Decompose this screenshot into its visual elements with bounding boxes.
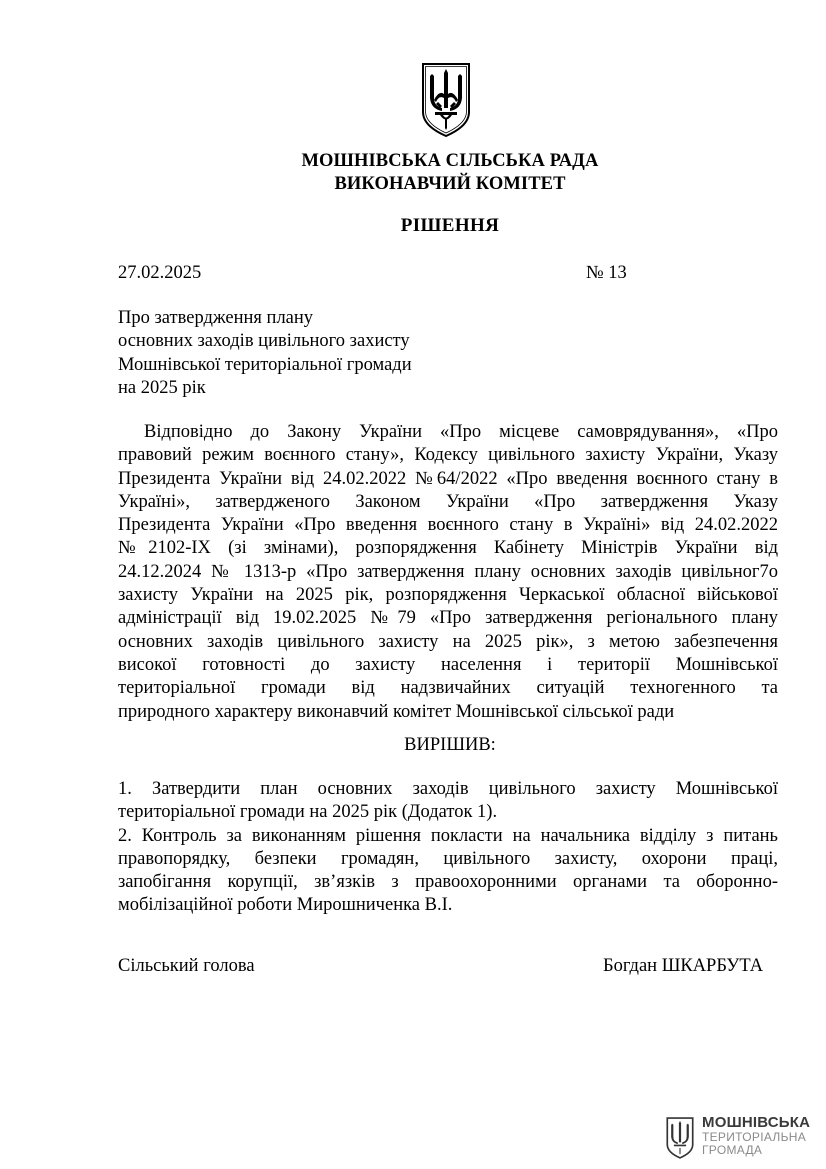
resolution-line: мобілізаційної роботи Мирошниченка В.І.: [118, 895, 453, 916]
logo-line-2: ТЕРИТОРІАЛЬНА: [702, 1130, 807, 1144]
subject-line: основних заходів цивільного захисту: [118, 331, 410, 352]
preamble-line: захисту України на 2025 рік, розпорядження Черкаської обласної військової: [118, 585, 778, 606]
document-subject: [118, 307, 498, 400]
document-number: № 13: [586, 263, 627, 283]
trident-coat-of-arms-icon: [421, 62, 471, 138]
preamble-line: Президента України від 24.02.2022 №64/2022 «Про введення воєнного стану в: [118, 468, 778, 489]
resolution-line: 1. Затвердити план основних заходів цивільного захисту Мошнівської: [118, 779, 778, 799]
trident-coat-of-arms-icon: [666, 1117, 694, 1159]
preamble-line: основних заходів цивільного захисту на 2025 рік», з метою забезпечення: [118, 631, 778, 652]
subject-line: Про затвердження плану: [118, 308, 314, 328]
preamble-line: Президента України «Про введення воєнного стану в Україні» від 24.02.2022: [118, 515, 778, 536]
resolution-line: правопорядку, безпеки громадян, цивільного захисту, охорони праці,: [118, 848, 778, 869]
signer-title: Сільський голова: [118, 956, 255, 976]
document-date: 27.02.2025: [118, 263, 202, 283]
preamble-line: Україні», затвердженого Законом України «Про затвердження Указу: [118, 491, 778, 512]
subject-line: Мошнівської територіальної громади: [118, 354, 412, 375]
preamble-line: адміністрації від 19.02.2025 №79 «Про затвердження регіонального плану: [118, 608, 778, 629]
preamble-line: природного характеру виконавчий комітет Мошнівської сільської ради: [118, 701, 675, 722]
resolution-line: 2. Контроль за виконанням рішення покласти на начальника відділу з питань: [118, 825, 778, 846]
committee-name: ВИКОНАВЧИЙ КОМІТЕТ: [334, 174, 566, 194]
subject-line: на 2025 рік: [118, 377, 206, 398]
document-type: РІШЕННЯ: [400, 215, 500, 236]
council-name: МОШНІВСЬКА СІЛЬСЬКА РАДА: [301, 151, 599, 171]
signer-name: Богдан ШКАРБУТА: [603, 956, 764, 976]
preamble-line: 24.12.2024 № 1313-р «Про затвердження плану основних заходів цивільног7о: [118, 561, 778, 582]
resolution-line: територіальної громади на 2025 рік (Додаток 1).: [118, 802, 498, 823]
resolution-items: [118, 778, 778, 918]
preamble-line: високої готовності до захисту населення і території Мошнівської: [118, 654, 778, 675]
preamble-line: №2102-IX (зі змінами), розпорядження Кабінету Міністрів України від: [118, 538, 778, 559]
logo-line-1: МОШНІВСЬКА: [702, 1114, 811, 1131]
community-logo: [666, 1115, 816, 1163]
logo-line-3: ГРОМАДА: [702, 1143, 763, 1157]
community-logo-text: [702, 1115, 810, 1157]
resolution-line: запобігання корупції, зв’язків з правоохоронними органами та оборонно-: [118, 872, 778, 893]
preamble-line: територіальної громади від надзвичайних ситуацій техногенного та: [118, 678, 778, 699]
resolved-heading: ВИРІШИВ:: [404, 735, 496, 755]
preamble-line: Відповідно до Закону України «Про місцеве самоврядування», «Про: [144, 422, 778, 442]
preamble-paragraph: [118, 421, 778, 724]
preamble-line: правовий режим воєнного стану», Кодексу цивільного захисту України, Указу: [118, 445, 778, 466]
